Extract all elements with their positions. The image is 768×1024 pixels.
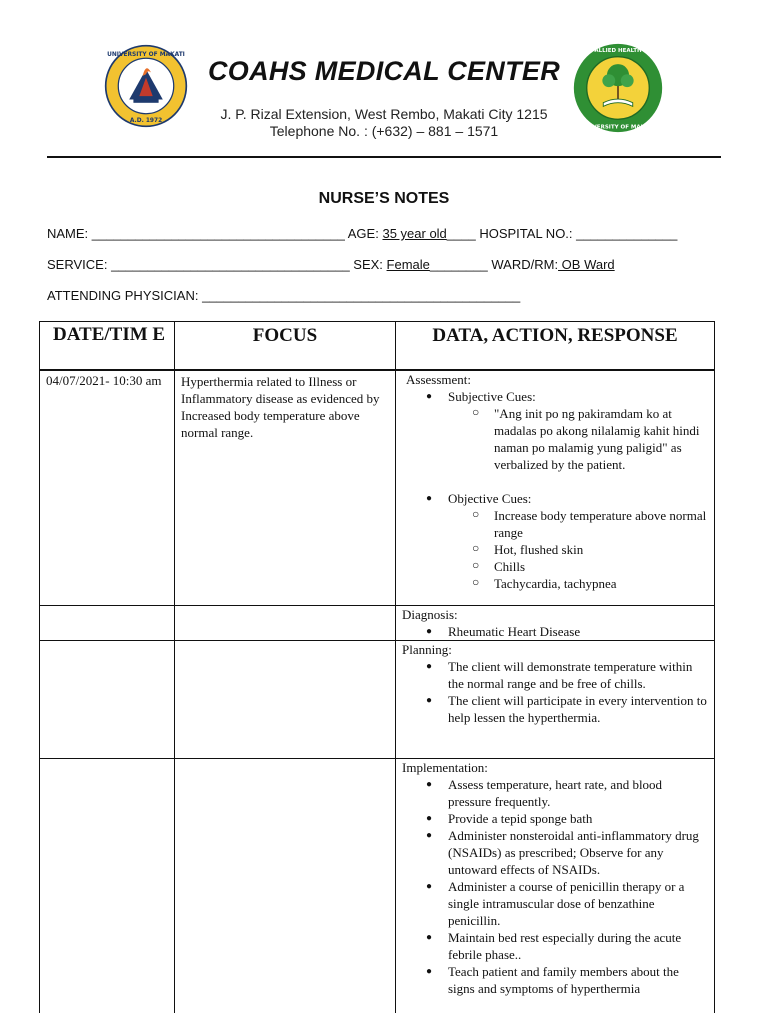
- implementation-label: Implementation:: [402, 759, 488, 775]
- implementation-cell: [396, 758, 715, 1013]
- name-field[interactable]: ___________________________________: [91, 226, 345, 241]
- patient-info-line-3: [47, 288, 520, 303]
- subjective-list: [402, 388, 708, 473]
- age-blank: ____: [446, 226, 476, 241]
- service-field[interactable]: _________________________________: [111, 257, 350, 272]
- date-time-cell: [40, 605, 175, 640]
- form-title: NURSE’S NOTES: [318, 190, 450, 207]
- header-focus: FOCUS: [175, 322, 396, 371]
- svg-text:ALLIED HEALTH: ALLIED HEALTH: [594, 48, 642, 55]
- svg-text:A.D. 1972: A.D. 1972: [129, 118, 163, 125]
- university-of-makati-logo: [104, 44, 188, 128]
- ward-value[interactable]: OB Ward: [558, 257, 615, 272]
- header-date-time: DATE/TIM E: [40, 322, 175, 371]
- table-header-row: [40, 322, 715, 371]
- header-dar: DATA, ACTION, RESPONSE: [396, 322, 715, 371]
- ward-label: WARD/RM:: [491, 257, 559, 272]
- table-row: [40, 605, 715, 640]
- diagnosis-cell: [396, 605, 715, 640]
- physician-label: ATTENDING PHYSICIAN:: [47, 288, 199, 303]
- hospital-name: COAHS MEDICAL CENTER: [207, 56, 561, 86]
- sex-blank: ________: [429, 257, 488, 272]
- list-item: ● Teach patient and family members about the signs and symptoms of hyperthermia: [448, 963, 708, 997]
- list-item: ● The client will participate in every intervention to help lessen the hyperthermia.: [448, 692, 708, 726]
- header-divider: [47, 156, 721, 158]
- patient-info-line-1: [47, 226, 677, 241]
- sex-value[interactable]: Female: [386, 257, 430, 272]
- nurses-notes-table: [39, 321, 715, 1013]
- hospital-no-label: HOSPITAL NO.:: [479, 226, 573, 241]
- list-item: ● Assess temperature, heart rate, and blood pressure frequently.: [448, 776, 708, 810]
- objective-list: [402, 490, 708, 592]
- hospital-no-field[interactable]: ______________: [576, 226, 678, 241]
- objective-cues-label: ● Objective Cues: ○ Increase body temperature above normal range ○ Hot, flushed skin ○ Chills ○ Tachycardia, tachypnea: [448, 490, 708, 592]
- svg-text:UNIVERSITY OF MAKATI: UNIVERSITY OF MAKATI: [107, 51, 185, 58]
- focus-cell: [175, 640, 396, 758]
- hospital-telephone: Telephone No. : (+632) – 881 – 1571: [269, 123, 499, 139]
- focus-cell: Hyperthermia related to Illness or Inflammatory disease as evidenced by Increased body temperature above normal range.: [175, 370, 396, 605]
- name-label: NAME:: [47, 226, 89, 241]
- list-item: ○ Hot, flushed skin: [494, 541, 708, 558]
- patient-info-line-2: [47, 257, 615, 272]
- assessment-cell: [396, 370, 715, 605]
- hospital-address: J. P. Rizal Extension, West Rembo, Makati City 1215: [220, 106, 548, 122]
- planning-cell: [396, 640, 715, 758]
- list-item: ○ Tachycardia, tachypnea: [494, 575, 708, 592]
- focus-cell: [175, 758, 396, 1013]
- list-item: ● Administer a course of penicillin therapy or a single intramuscular dose of benzathine penicillin.: [448, 878, 708, 929]
- date-time-cell: [40, 640, 175, 758]
- list-item: ○ Chills: [494, 558, 708, 575]
- list-item: ● Administer nonsteroidal anti-inflammatory drug (NSAIDs) as prescribed; Observe for any untoward effects of NSAIDs.: [448, 827, 708, 878]
- table-row: [40, 640, 715, 758]
- table-row: [40, 370, 715, 605]
- table-row: [40, 758, 715, 1013]
- subjective-cues-label: ● Subjective Cues: ○ "Ang init po ng pakiramdam ko at madalas po akong nilalamig kahit hindi naman po malamig yung paligid" as verbalized by the patient.: [448, 388, 708, 473]
- list-item: ● Provide a tepid sponge bath: [448, 810, 708, 827]
- list-item: ○ "Ang init po ng pakiramdam ko at madalas po akong nilalamig kahit hindi naman po malamig yung paligid" as verbalized by the patient.: [494, 405, 708, 473]
- svg-text:UNIVERSITY OF MAKATI: UNIVERSITY OF MAKATI: [581, 124, 655, 131]
- assessment-label: Assessment:: [406, 372, 471, 387]
- date-time-cell: 04/07/2021- 10:30 am: [40, 370, 175, 605]
- diagnosis-label: Diagnosis:: [402, 606, 458, 622]
- focus-cell: [175, 605, 396, 640]
- date-time-cell: [40, 758, 175, 1013]
- service-label: SERVICE:: [47, 257, 108, 272]
- list-item: ○ Increase body temperature above normal range: [494, 507, 708, 541]
- list-item: ● Maintain bed rest especially during the acute febrile phase..: [448, 929, 708, 963]
- list-item: ● The client will demonstrate temperature within the normal range and be free of chills.: [448, 658, 708, 692]
- list-item: ● Rheumatic Heart Disease: [448, 623, 708, 640]
- age-label: AGE:: [347, 226, 379, 241]
- planning-label: Planning:: [402, 641, 452, 657]
- physician-field[interactable]: ____________________________________________: [202, 288, 521, 303]
- sex-label: SEX:: [353, 257, 383, 272]
- age-value[interactable]: 35 year old: [382, 226, 447, 241]
